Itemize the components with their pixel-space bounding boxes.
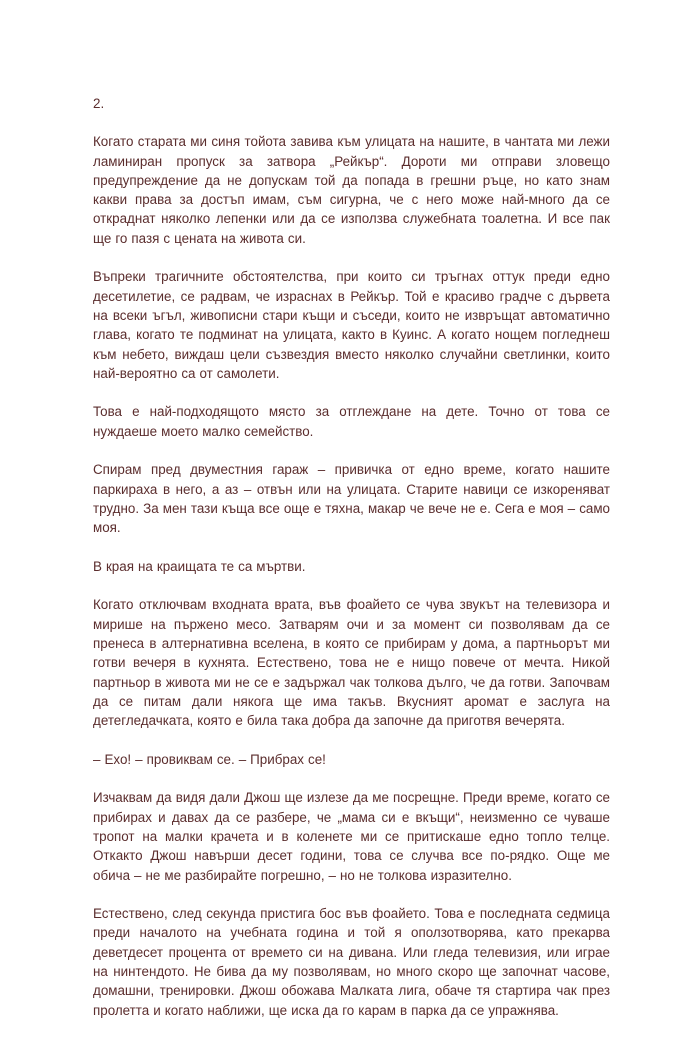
paragraph: Въпреки трагичните обстоятелства, при които си тръгнах оттук преди едно десетилетие, се радвам, че израснах в Рейкър. Той е красиво градче с дървета на всеки ъгъл, живописни стари къщи и съседи, които не извръщат автоматично глава, когато те подминат на улицата, както в Куинс. А когато нощем погледнеш към небето, виждаш цели съзвездия вместо няколко случайни светлинки, които най-вероятно са от самолети. xyxy=(93,269,610,381)
paragraph: Естествено, след секунда пристига бос във фоайето. Това е последната седмица преди началото на учебната година и той я оползотворява, като прекарва деветдесет процента от времето си на дивана. Или гледа телевизия, или играе на нинтендото. Не бива да му позволявам, но много скоро ще започнат часове, домашни, тренировки. Джош обожава Малката лига, обаче тя стартира чак през пролетта и когато наближи, ще иска да го карам в парка да се упражнява. xyxy=(93,906,610,1018)
paragraph: Спирам пред двуместния гараж – привичка от едно време, когато нашите паркираха в него, а аз – отвън или на улицата. Старите навици се изкореняват трудно. За мен тази къща все още е тяхна, макар че вече не е. Сега е моя – само моя. xyxy=(93,462,610,536)
dialogue-line: – Ехо! – провиквам се. – Прибрах се! xyxy=(93,751,326,767)
paragraph: В края на краищата те са мъртви. xyxy=(93,558,306,574)
document-body xyxy=(93,94,610,1039)
paragraph: Изчаквам да видя дали Джош ще излезе да ме посрещне. Преди време, когато се прибирах и давах да се разбере, че „мама си е вкъщи“, неизменно се чуваше тропот на малки крачета и в коленете ми се притискаше едно топло телце. Откакто Джош навърши десет години, това се случва все по-рядко. Още ме обича – не ме разбирайте погрешно, – но не толкова изразително. xyxy=(93,790,610,883)
paragraph: Когато отключвам входната врата, във фоайето се чува звукът на телевизора и мирише на пържено месо. Затварям очи и за момент си позволявам да се пренеса в алтернативна вселена, в която се прибирам у дома, а партньорът ми готви вечеря в кухнята. Естествено, това не е нищо повече от мечта. Никой партньор в живота ми не се е задържал чак толкова дълго, че да готви. Започвам да се питам дали някога ще има такъв. Вкусният аромат е заслуга на детегледачката, която е била така добра да започне да приготвя вечерята. xyxy=(93,597,610,729)
paragraph: Когато старата ми синя тойота завива към улицата на нашите, в чантата ми лежи ламиниран пропуск за затвора „Рейкър“. Дороти ми отправи зловещо предупреждение да не допускам той да попада в грешни ръце, но като знам какви права за достъп имам, съм сигурна, че с него може най-много да се откраднат няколко лепенки или да се използва служебната тоалетна. И все пак ще го пазя с цената на живота си. xyxy=(93,134,610,246)
paragraph: Това е най-подходящото място за отглеждане на дете. Точно от това се нуждаеше моето малко семейство. xyxy=(93,404,610,439)
chapter-number: 2. xyxy=(93,96,105,111)
